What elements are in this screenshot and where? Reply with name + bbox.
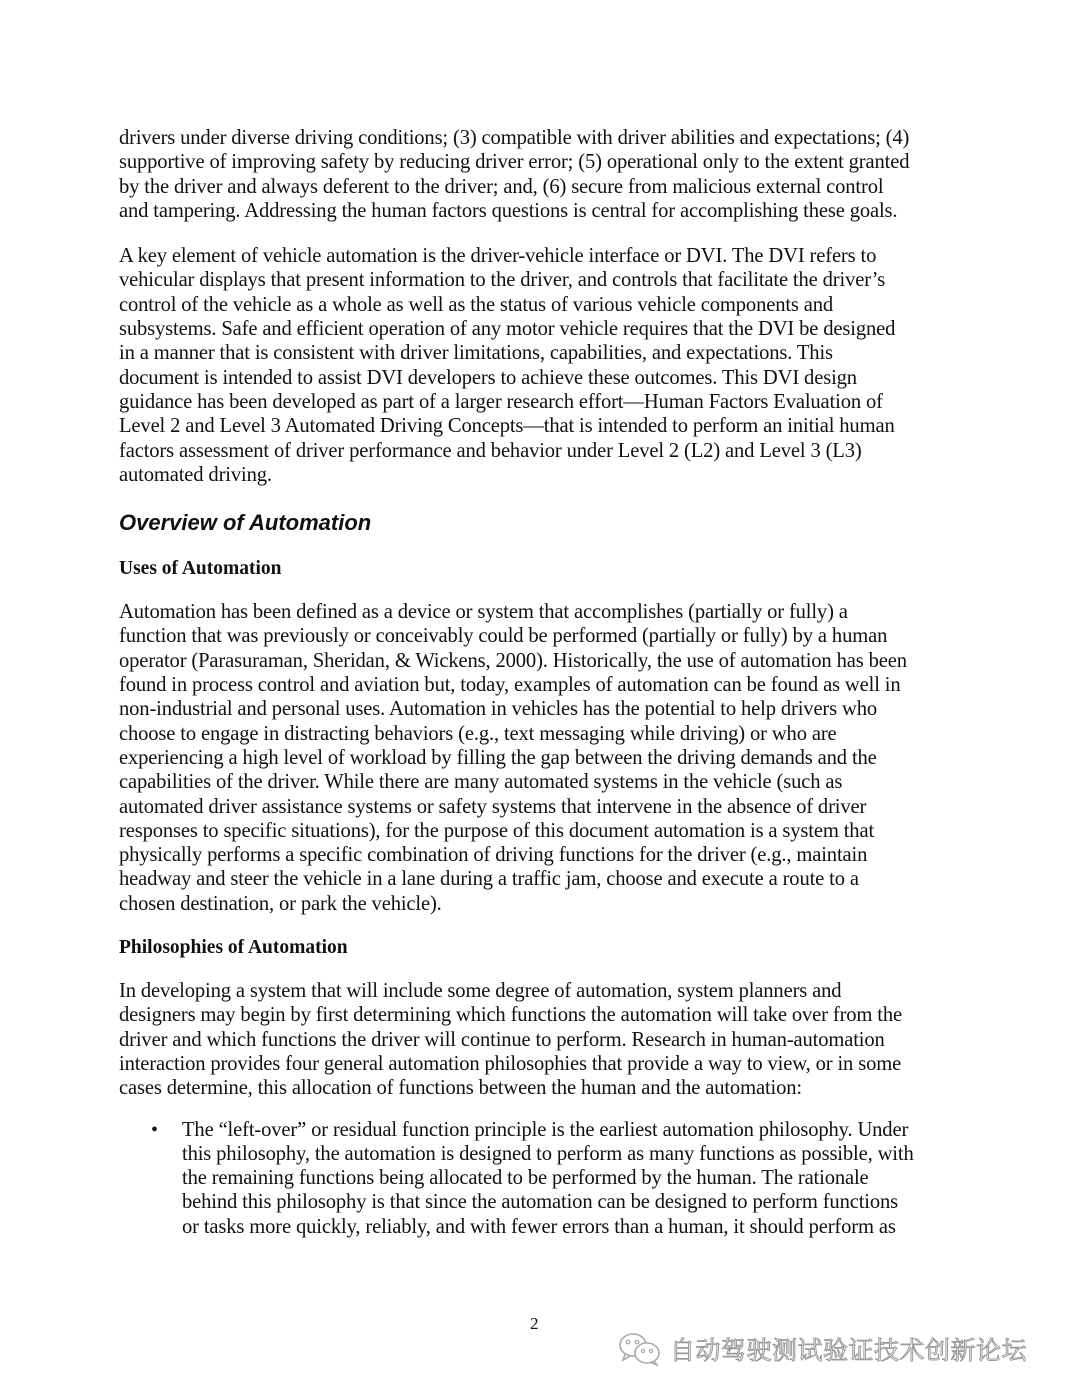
text-line: In developing a system that will include some degree of automation, system planners and: [119, 980, 842, 1003]
text-line: supportive of improving safety by reducing driver error; (5) operational only to the extent granted: [119, 151, 910, 174]
page-number: 2: [530, 1314, 539, 1333]
dvi-paragraph: [119, 244, 959, 487]
text-line: vehicular displays that present information to the driver, and controls that facilitate the driver’s: [119, 269, 886, 292]
text-line: Automation has been defined as a device or system that accomplishes (partially or fully) a: [119, 601, 848, 624]
text-line: by the driver and always deferent to the driver; and, (6) secure from malicious external control: [119, 175, 884, 198]
text-line: and tampering. Addressing the human factors questions is central for accomplishing these goals.: [119, 199, 898, 222]
text-line: interaction provides four general automation philosophies that provide a way to view, or in some: [119, 1052, 902, 1075]
watermark: [618, 1331, 1027, 1367]
text-line: operator (Parasuraman, Sheridan, & Wickens, 2000). Historically, the use of automation has been: [119, 649, 907, 672]
text-line: control of the vehicle as a whole as well as the status of various vehicle components and: [119, 293, 834, 316]
text-line: A key element of vehicle automation is the driver-vehicle interface or DVI. The DVI refers to: [119, 245, 877, 268]
text-line: the remaining functions being allocated to be performed by the human. The rationale: [182, 1167, 869, 1190]
subsection-heading-uses: Uses of Automation: [119, 558, 282, 580]
bullet-icon: •: [151, 1118, 159, 1141]
document-page: [119, 126, 959, 1239]
text-line: headway and steer the vehicle in a lane during a traffic jam, choose and execute a route to a: [119, 868, 859, 891]
text-line: factors assessment of driver performance and behavior under Level 2 (L2) and Level 3 (L3): [119, 439, 862, 462]
text-line: driver and which functions the driver will continue to perform. Research in human-automation: [119, 1028, 885, 1051]
text-line: chosen destination, or park the vehicle).: [119, 892, 442, 915]
philosophies-paragraph: [119, 979, 959, 1100]
subsection-heading-philosophies: Philosophies of Automation: [119, 937, 348, 959]
text-line: choose to engage in distracting behaviors (e.g., text messaging while driving) or who are: [119, 722, 837, 745]
uses-paragraph: [119, 600, 959, 916]
text-line: in a manner that is consistent with driver limitations, capabilities, and expectations. This: [119, 342, 833, 365]
text-line: responses to specific situations), for the purpose of this document automation is a system that: [119, 819, 875, 842]
text-line: behind this philosophy is that since the automation can be designed to perform functions: [182, 1191, 899, 1214]
text-line: subsystems. Safe and efficient operation of any motor vehicle requires that the DVI be designed: [119, 318, 896, 341]
intro-paragraph: [119, 126, 959, 223]
watermark-text: 自动驾驶测试验证技术创新论坛: [670, 1336, 1028, 1365]
text-line: found in process control and aviation but, today, examples of automation can be found as well in: [119, 674, 901, 697]
text-line: cases determine, this allocation of functions between the human and the automation:: [119, 1077, 802, 1100]
text-line: automated driver assistance systems or safety systems that intervene in the absence of driver: [119, 795, 867, 818]
bullet-list-item: [119, 1118, 959, 1239]
text-line: designers may begin by first determining which functions the automation will take over from the: [119, 1004, 902, 1027]
text-line: non-industrial and personal uses. Automation in vehicles has the potential to help drivers who: [119, 698, 878, 721]
text-line: experiencing a high level of workload by filling the gap between the driving demands and the: [119, 746, 877, 769]
text-line: guidance has been developed as part of a larger research effort—Human Factors Evaluation of: [119, 390, 883, 413]
text-line: drivers under diverse driving conditions; (3) compatible with driver abilities and expectations; (4): [119, 127, 910, 149]
text-line: Level 2 and Level 3 Automated Driving Concepts—that is intended to perform an initial human: [119, 415, 895, 438]
text-line: automated driving.: [119, 463, 272, 486]
text-line: physically performs a specific combination of driving functions for the driver (e.g., maintain: [119, 844, 868, 867]
text-line: The “left-over” or residual function principle is the earliest automation philosophy. Under: [182, 1118, 909, 1141]
text-line: capabilities of the driver. While there are many automated systems in the vehicle (such as: [119, 771, 843, 794]
wechat-icon: [618, 1332, 662, 1366]
text-line: or tasks more quickly, reliably, and with fewer errors than a human, it should perform as: [182, 1215, 896, 1238]
text-line: this philosophy, the automation is designed to perform as many functions as possible, with: [182, 1142, 914, 1165]
text-line: function that was previously or conceivably could be performed (partially or fully) by a human: [119, 625, 888, 648]
section-heading: Overview of Automation: [119, 510, 372, 536]
text-line: document is intended to assist DVI developers to achieve these outcomes. This DVI design: [119, 366, 857, 389]
